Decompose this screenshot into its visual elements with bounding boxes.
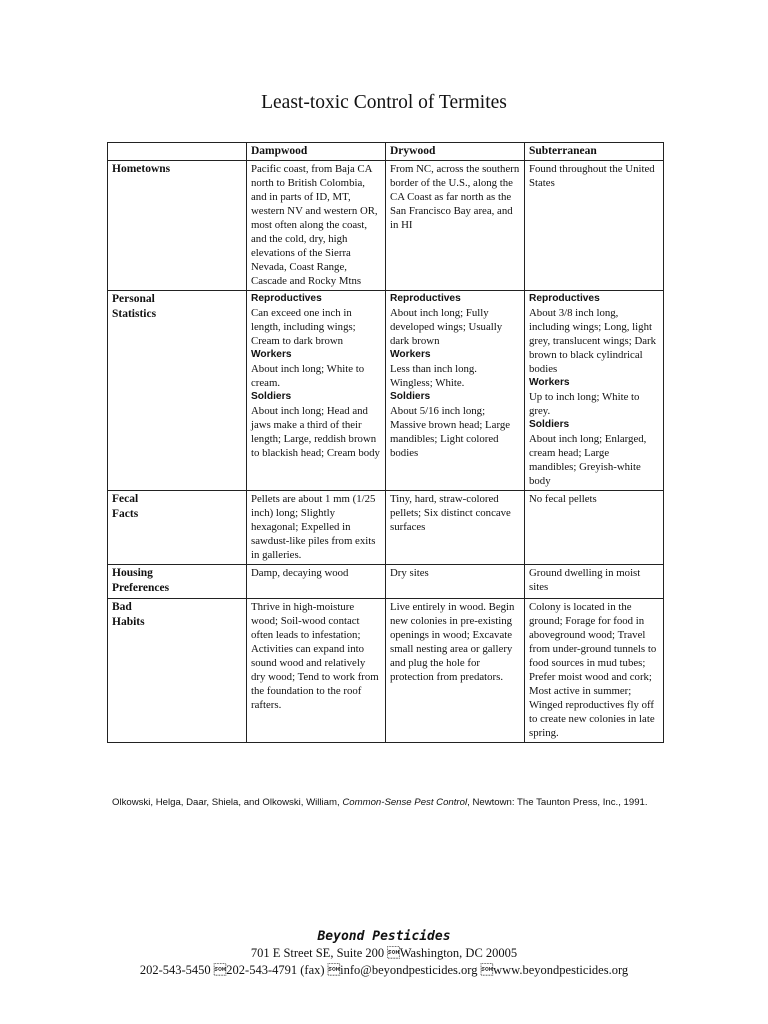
table-body — [108, 161, 664, 743]
cell-text: About inch long; White to cream. — [251, 363, 365, 389]
cell-text: Ground dwelling in moist sites — [529, 567, 641, 593]
footer-address: 701 E Street SE, Suite 200 Washington, DC 20005 — [250, 946, 518, 960]
table-cell-dampwood — [247, 599, 386, 743]
table-header-row — [108, 143, 664, 161]
citation — [112, 796, 672, 810]
table-cell-subterranean — [525, 491, 664, 565]
cell-subheading: Reproductives — [529, 293, 600, 304]
cell-subheading: Soldiers — [251, 391, 292, 402]
cell-text: Found throughout the United States — [529, 163, 655, 189]
row-label-line: Fecal — [112, 493, 139, 505]
citation-book-title: Common-Sense Pest Control — [342, 797, 468, 808]
row-label-line: Preferences — [112, 582, 170, 594]
cell-text: Pacific coast, from Baja CA north to British Colombia, and in parts of ID, MT, western NV and western OR, most often along the coast, and the cold, dry, high elevations of the Sierra Nevada, Coast Range, Cascade and Rocky Mtns — [251, 163, 378, 287]
row-label-line: Personal — [112, 293, 155, 305]
citation-publisher: , Newtown: The Taunton Press, Inc., 1991. — [467, 797, 648, 808]
cell-text: Less than inch long. Wingless; White. — [390, 363, 477, 389]
table-cell-dampwood — [247, 161, 386, 291]
footer-contact: 202-543-5450 202-543-4791 (fax) info@beyondpesticides.org www.beyondpesticides.org — [139, 963, 629, 977]
cell-subheading: Workers — [390, 349, 431, 360]
table-row-hometowns — [108, 161, 664, 291]
cell-text: No fecal pellets — [529, 493, 597, 505]
cell-text: About inch long; Enlarged, cream head; Large mandibles; Greyish-white body — [529, 433, 647, 487]
cell-text: Up to inch long; White to grey. — [529, 391, 640, 417]
termite-comparison-table — [107, 142, 664, 743]
cell-text: About inch long; Fully developed wings; Usually dark brown — [390, 307, 503, 347]
cell-text: Thrive in high-moisture wood; Soil-wood contact often leads to infestation; Activities can expand into sound wood and relatively dry wood; Tend to work from the foundation to the roof rafters. — [251, 601, 379, 711]
column-header-subterranean: Subterranean — [525, 143, 664, 161]
footer — [0, 928, 768, 979]
cell-subheading: Soldiers — [390, 391, 431, 402]
cell-text: From NC, across the southern border of the U.S., along the CA Coast as far north as the San Francisco Bay area, and in HI — [390, 163, 520, 231]
row-label — [108, 291, 247, 491]
row-label-line: Bad — [112, 601, 132, 613]
table-row-fecal-facts — [108, 491, 664, 565]
cell-subheading: Reproductives — [251, 293, 322, 304]
cell-text: Dry sites — [390, 567, 429, 579]
cell-subheading: Soldiers — [529, 419, 570, 430]
row-label-line: Statistics — [112, 308, 157, 320]
cell-text: Pellets are about 1 mm (1/25 inch) long; Slightly hexagonal; Expelled in sawdust-like piles from exits in galleries. — [251, 493, 376, 561]
row-label-line: Facts — [112, 508, 139, 520]
table-cell-subterranean — [525, 565, 664, 599]
footer-organization: Beyond Pesticides — [317, 929, 451, 944]
table-cell-subterranean — [525, 161, 664, 291]
table-cell-dampwood — [247, 565, 386, 599]
row-label — [108, 599, 247, 743]
row-label — [108, 565, 247, 599]
cell-text: Colony is located in the ground; Forage for food in aboveground wood; Travel from under-ground tunnels to food sources in mud tubes; Prefer moist wood and cork; Most active in summer; Winged reproductives fly off to create new colonies in late spring. — [529, 601, 657, 739]
column-header-dampwood: Dampwood — [247, 143, 386, 161]
page-title: Least-toxic Control of Termites — [261, 92, 507, 113]
cell-text: Live entirely in wood. Begin new colonies in pre-existing openings in wood; Excavate small nesting area or gallery and plug the hole for protection from predators. — [390, 601, 515, 683]
cell-text: About 5/16 inch long; Massive brown head; Large mandibles; Light colored bodies — [390, 405, 511, 459]
table-cell-dampwood — [247, 491, 386, 565]
table-row-bad-habits — [108, 599, 664, 743]
column-header-drywood: Drywood — [386, 143, 525, 161]
row-label-line: Housing — [112, 567, 153, 579]
column-header-empty — [108, 143, 247, 161]
cell-subheading: Workers — [529, 377, 570, 388]
table-cell-subterranean — [525, 599, 664, 743]
table-cell-dampwood — [247, 291, 386, 491]
cell-text: About inch long; Head and jaws make a third of their length; Large, reddish brown to blackish head; Cream body — [251, 405, 380, 459]
table-cell-drywood — [386, 565, 525, 599]
cell-text: Can exceed one inch in length, including wings; Cream to dark brown — [251, 307, 356, 347]
row-label — [108, 491, 247, 565]
row-label — [108, 161, 247, 291]
table-cell-drywood — [386, 599, 525, 743]
citation-authors: Olkowski, Helga, Daar, Shiela, and Olkowski, William, — [112, 797, 343, 808]
row-label-line: Habits — [112, 616, 145, 628]
table-row-personal-statistics — [108, 291, 664, 491]
table-cell-drywood — [386, 291, 525, 491]
table-cell-drywood — [386, 491, 525, 565]
table-cell-drywood — [386, 161, 525, 291]
cell-text: Tiny, hard, straw-colored pellets; Six distinct concave surfaces — [390, 493, 511, 533]
cell-text: Damp, decaying wood — [251, 567, 349, 579]
cell-subheading: Reproductives — [390, 293, 461, 304]
table-cell-subterranean — [525, 291, 664, 491]
row-label-line: Hometowns — [112, 163, 171, 175]
table-row-housing-preferences — [108, 565, 664, 599]
cell-text: About 3/8 inch long, including wings; Long, light grey, translucent wings; Dark brown to black cylindrical bodies — [529, 307, 657, 375]
cell-subheading: Workers — [251, 349, 292, 360]
